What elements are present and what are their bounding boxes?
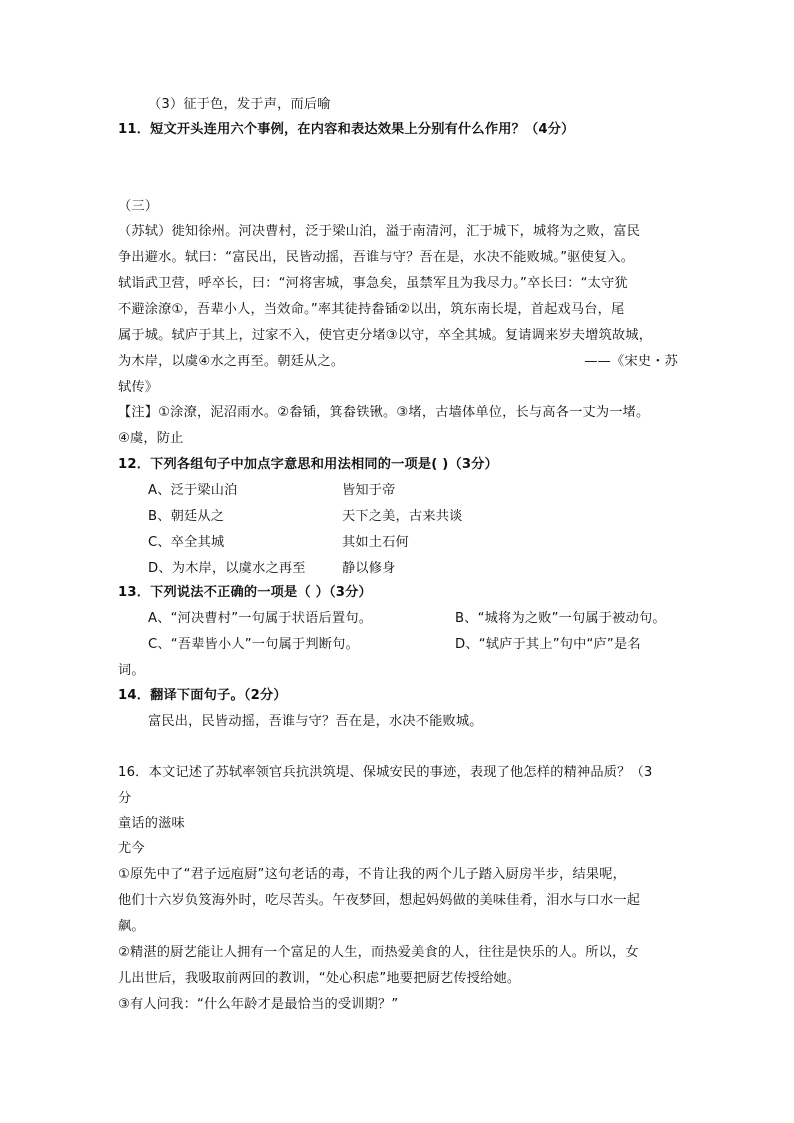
- article-paragraph: 他们十六岁负笈海外时，吃尽苦头。午夜梦回，想起妈妈做的美味佳肴，泪水与口水一起: [118, 893, 641, 908]
- passage-source: ——《宋史・苏: [584, 354, 678, 369]
- q12-option-right: 皆知于帝: [342, 483, 396, 498]
- passage-line: （苏轼）徙知徐州。河决曹村，泛于梁山泊，溢于南清河，汇于城下，城将为之败，富民: [118, 224, 641, 239]
- q12-option: [148, 556, 708, 582]
- article-author: 尤今: [118, 841, 145, 856]
- q12-option-right: 天下之美，古来共谈: [342, 509, 463, 524]
- article-title: 童话的滋味: [118, 816, 185, 831]
- q13-option-d-cont: 词。: [118, 663, 145, 678]
- question-16-cont: 分: [118, 791, 132, 806]
- q13-option-d: D、“轼庐于其上”句中“庐”是名: [455, 637, 641, 652]
- q12-option: [148, 530, 708, 556]
- article-paragraph: ②精湛的厨艺能让人拥有一个富足的人生，而热爱美食的人，往往是快乐的人。所以，女: [118, 945, 639, 960]
- passage-line: 不避涂潦①，吾辈小人，当效命。”率其徒持畚锸②以出，筑东南长堤，首起戏马台，尾: [118, 302, 625, 317]
- section-heading: （三）: [118, 199, 159, 214]
- article-paragraph: ①原先中了“君子远庖厨”这句老话的毒，不肯让我的两个儿子踏入厨房半步，结果呢，: [118, 867, 627, 882]
- article-paragraph: ③有人问我：“什么年龄才是最恰当的受训期？”: [118, 997, 399, 1012]
- q13-option-a: A、“河决曹村”一句属于状语后置句。: [148, 611, 373, 626]
- q10-item-3: （3）征于色，发于声，而后喻: [148, 97, 331, 112]
- passage-line: 属于城。轼庐于其上，过家不入，使官吏分堵③以守，卒全其城。复请调来岁夫增筑故城，: [118, 328, 653, 343]
- q12-option-right: 静以修身: [342, 561, 396, 576]
- question-13-stem: 13．下列说法不正确的一项是（ ）（3分）: [118, 585, 372, 600]
- notes-line: 【注】①涂潦，泥沼雨水。②畚锸，箕畚铁锹。③堵，古墙体单位，长与高各一丈为一堵。: [118, 405, 650, 420]
- passage-line-text: 为木岸，以虞④水之再至。朝廷从之。: [118, 354, 345, 369]
- question-12-stem: 12．下列各组句子中加点字意思和用法相同的一项是( )（3分）: [118, 457, 499, 472]
- question-16: 16．本文记述了苏轼率领官兵抗洪筑堤、保城安民的事迹，表现了他怎样的精神品质？（3: [118, 765, 653, 780]
- passage-source-cont: 轼传》: [118, 380, 159, 395]
- q12-option-right: 其如土石何: [342, 535, 409, 550]
- question-11: 11．短文开头连用六个事例，在内容和表达效果上分别有什么作用？（4分）: [118, 122, 575, 137]
- q13-options-row: [148, 632, 708, 658]
- q14-sentence: 富民出，民皆动摇，吾谁与守？吾在是，水决不能败城。: [148, 714, 483, 729]
- article-paragraph: 儿出世后，我吸取前两回的教训，“处心积虑”地要把厨艺传授给她。: [118, 971, 521, 986]
- passage-line: [118, 349, 678, 375]
- passage-line: 轼诣武卫营，呼卒长，曰：“河将害城，事急矣，虽禁军且为我尽力。”卒长曰：“太守犹: [118, 276, 628, 291]
- passage-line: 争出避水。轼曰：“富民出，民皆动摇，吾谁与守？吾在是，水决不能败城。”驱使复入。: [118, 250, 635, 265]
- q13-options-row: [148, 606, 708, 632]
- q12-option-left: D、为木岸，以虞水之再至: [148, 561, 306, 576]
- q12-option: [148, 504, 708, 530]
- q12-option-left: A、泛于梁山泊: [148, 483, 238, 498]
- article-paragraph: 飙。: [118, 919, 145, 934]
- q12-option-left: C、卒全其城: [148, 535, 225, 550]
- q12-option-left: B、朝廷从之: [148, 509, 225, 524]
- q13-option-c: C、“吾辈皆小人”一句属于判断句。: [148, 637, 359, 652]
- q12-option: [148, 478, 708, 504]
- question-14-stem: 14．翻译下面句子。（2分）: [118, 688, 287, 703]
- notes-line: ④虞，防止: [118, 431, 184, 446]
- q13-option-b: B、“城将为之败”一句属于被动句。: [455, 611, 666, 626]
